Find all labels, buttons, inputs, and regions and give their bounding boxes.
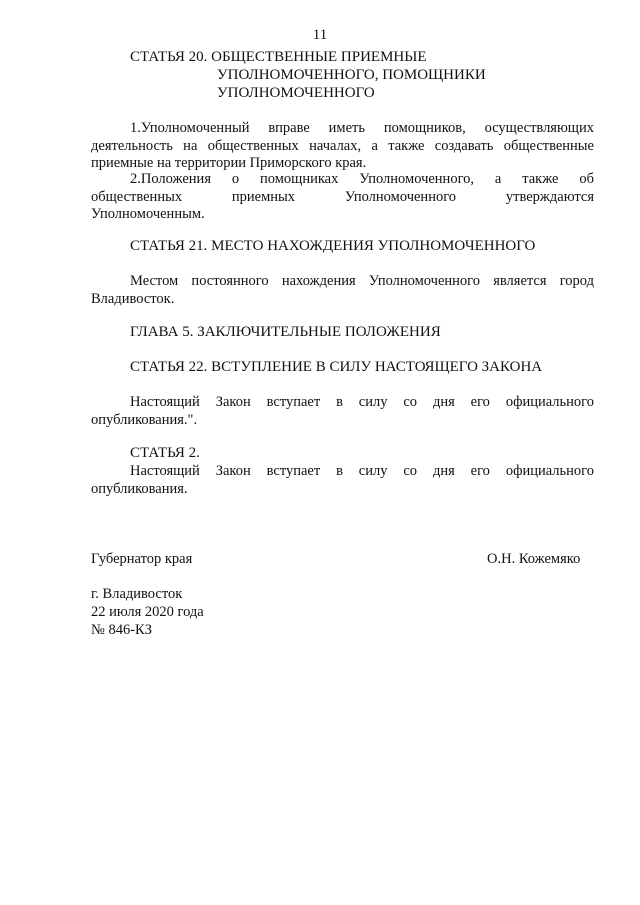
page-number: 11 — [312, 27, 328, 43]
place-of-signing: г. Владивосток — [91, 586, 183, 602]
article-20-paragraph-2-line3: Уполномоченным. — [91, 206, 205, 223]
article-20-paragraph-2 — [91, 171, 594, 224]
signature-title: Губернатор края — [91, 551, 193, 567]
article-20-heading-line3: УПОЛНОМОЧЕННОГО — [217, 85, 375, 101]
article-2-heading: СТАТЬЯ 2. — [130, 445, 200, 461]
article-20-heading-line2: УПОЛНОМОЧЕННОГО, ПОМОЩНИКИ — [217, 67, 486, 83]
signature-name: О.Н. Кожемяко — [487, 551, 581, 567]
article-20-paragraph-2-line1: 2.Положения о помощниках Уполномоченного, а также об — [130, 171, 594, 187]
law-number: № 846-КЗ — [91, 622, 152, 638]
article-21-paragraph-1: Местом постоянного нахождения Уполномоченного является город Владивосток. — [91, 273, 594, 307]
date-of-signing: 22 июля 2020 года — [91, 604, 204, 620]
article-2-paragraph-1: Настоящий Закон вступает в силу со дня его официального опубликования. — [91, 463, 594, 497]
article-22-paragraph-1: Настоящий Закон вступает в силу со дня его официального опубликования.". — [91, 394, 594, 428]
article-20-heading: СТАТЬЯ 20. ОБЩЕСТВЕННЫЕ ПРИЕМНЫЕ — [130, 49, 427, 65]
article-22-heading: СТАТЬЯ 22. ВСТУПЛЕНИЕ В СИЛУ НАСТОЯЩЕГО ЗАКОНА — [130, 359, 543, 375]
chapter-5-heading: ГЛАВА 5. ЗАКЛЮЧИТЕЛЬНЫЕ ПОЛОЖЕНИЯ — [130, 324, 441, 340]
article-20-paragraph-2-line2: общественных приемных Уполномоченного утверждаются — [91, 188, 594, 205]
article-20-paragraph-1: 1.Уполномоченный вправе иметь помощников, осуществляющих деятельность на общественных началах, а также создавать общественные приемные на территории Приморского края. — [91, 120, 594, 172]
article-21-heading: СТАТЬЯ 21. МЕСТО НАХОЖДЕНИЯ УПОЛНОМОЧЕННОГО — [130, 238, 536, 254]
